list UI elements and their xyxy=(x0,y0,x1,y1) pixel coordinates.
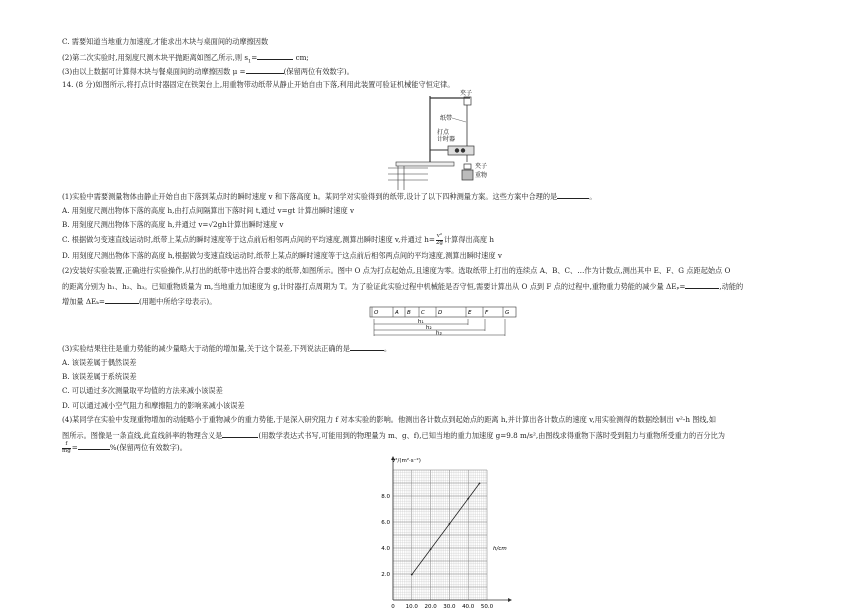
tape-point-d: D xyxy=(438,310,443,316)
tape-point-a: A xyxy=(395,310,399,316)
part1-question xyxy=(62,191,596,201)
part2-text: (2)第二次实验时,用刻度尺测木块平抛距离如图乙所示,则 s xyxy=(62,53,249,62)
data-point xyxy=(467,498,469,500)
part3-question-end: 。 xyxy=(383,344,392,353)
tape-point-b: B xyxy=(407,310,411,316)
part2-line-3-text: 增加量 ΔEₖ= xyxy=(62,297,105,306)
tape-point-c: C xyxy=(421,310,425,316)
part2-line-2-end: ,动能的 xyxy=(719,282,744,291)
x-tick-label: 50.0 xyxy=(480,604,494,610)
data-point xyxy=(430,548,432,550)
answer-blank xyxy=(257,52,293,60)
fraction-4-den: mg xyxy=(62,447,71,454)
option-b-text: B. 用刻度尺测出物体下落的高度 h,并通过 xyxy=(62,220,197,229)
option-3d: D. 可以通过减小空气阻力和摩擦阻力的影响来减小该误差 xyxy=(62,401,245,410)
h2-label: h₂ xyxy=(426,325,432,331)
tape-figure xyxy=(368,305,520,339)
weight-shape xyxy=(462,170,473,180)
timer-label-1: 打点 xyxy=(437,129,450,136)
part4-line-1: (4)某同学在实验中发现重物增加的动能略小于重物减少的重力势能,于是深入研究阻力 f 对本实验的影响。他测出各计数点到起始点的距离 h,并计算出各计数点的速度 v,用实验测得的数据绘制出 v²-h 图线,如 xyxy=(62,415,717,424)
fraction-4 xyxy=(62,442,71,454)
apparatus-figure xyxy=(378,88,488,192)
answer-blank xyxy=(222,430,258,438)
fraction-4-num: f xyxy=(62,442,71,449)
x-axis-label: h/cm xyxy=(493,546,507,552)
tape-point-g: G xyxy=(505,310,510,316)
part2-line xyxy=(62,52,309,66)
option-c-end: 计算得出高度 h xyxy=(443,235,494,244)
y-tick-label: 2.0 xyxy=(381,572,390,578)
fraction-4-eq: = xyxy=(71,443,78,452)
answer-blank xyxy=(557,191,589,199)
part2-line-3 xyxy=(62,296,216,306)
x-tick-label: 40.0 xyxy=(462,604,475,610)
answer-blank xyxy=(78,442,110,450)
clip-bottom-label: 夹子 xyxy=(475,163,488,170)
part4-line-2-end: (用数学表达式书写,可能用到的物理量为 m、g、f),已知当地的重力加速度 g=9.8 m/s²,由图线求得重物下落时受到阻力与重物所受重力的百分比为 xyxy=(258,431,725,440)
part3-end: (保留两位有效数字)。 xyxy=(283,67,354,76)
weight-label: 重物 xyxy=(475,172,488,179)
equals: = xyxy=(251,53,258,62)
part3-text: (3)由以上数据可计算得木块与餐桌面间的动摩擦因数 μ = xyxy=(62,67,246,76)
tape-point-o: O xyxy=(374,310,379,316)
part3-question-text: (3)实验结果往往是重力势能的减少量略大于动能的增加量,关于这个误差,下列说法正确的是 xyxy=(62,344,350,353)
tape-label: 纸带 xyxy=(440,115,453,122)
answer-blank xyxy=(685,281,719,289)
option-c-line: C. 需要知道当地重力加速度,才能求出木块与桌面间的动摩擦因数 xyxy=(62,37,269,46)
x-tick-label: 30.0 xyxy=(443,604,456,610)
fraction-c-den: 2g xyxy=(435,239,443,246)
option-b-end: 计算出瞬时速度 v xyxy=(226,220,284,229)
option-3b: B. 该误差属于系统误差 xyxy=(62,372,137,381)
option-3a: A. 该误差属于偶然误差 xyxy=(62,358,137,367)
x-tick-label: 20.0 xyxy=(424,604,437,610)
part3-question xyxy=(62,343,391,353)
question-14-stem: 14. (8 分)如图所示,将打点计时器固定在铁架台上,用重物带动纸带从静止开始自由下落,利用此装置可验证机械能守恒定律。 xyxy=(62,80,455,89)
y-tick-label: 4.0 xyxy=(381,546,390,552)
part2-line-3-end: (用题中所给字母表示)。 xyxy=(138,297,217,306)
h1-label: h₁ xyxy=(418,319,424,325)
fraction-c-num: v² xyxy=(436,233,443,239)
subscript: 1 xyxy=(248,58,252,65)
v2-h-chart xyxy=(360,454,520,610)
option-b xyxy=(62,220,284,229)
y-tick-label: 6.0 xyxy=(381,520,390,526)
fraction-c xyxy=(436,234,443,246)
option-c xyxy=(62,234,494,246)
tape-point-f: F xyxy=(485,310,489,316)
y-axis-label: v²/(m²·s⁻²) xyxy=(392,458,421,464)
x-tick-label: 10.0 xyxy=(405,604,418,610)
option-c-text: C. 根据做匀变速直线运动时,纸带上某点的瞬时速度等于这点前后相邻两点间的平均速度,测算出瞬时速度 v,并通过 h= xyxy=(62,235,435,244)
tape-point-e: E xyxy=(468,310,472,316)
answer-blank xyxy=(350,343,384,351)
clip-top-label: 夹子 xyxy=(460,90,473,97)
option-3c: C. 可以通过多次测量取平均值的方法来减小该误差 xyxy=(62,386,223,395)
part4-line-3 xyxy=(62,442,187,454)
part2-line-1: (2)安装好实验装置,正确进行实验操作,从打出的纸带中选出符合要求的纸带,如图所示。图中 O 点为打点起始点,且速度为零。选取纸带上打出的连续点 A、B、C、…作为计数点,测出其中 E、F、G 点距起始点 O xyxy=(62,266,731,275)
y-tick-label: 8.0 xyxy=(381,494,390,500)
answer-blank xyxy=(246,66,284,74)
part2-line-2-text: 的距离分别为 h₁、h₂、h₃。已知重物质量为 m,当地重力加速度为 g,计时器打点周期为 T。为了验证此实验过程中机械能是否守恒,需要计算出从 O 点到 F 点的过程中,重物重力势能的减少量 ΔEₚ= xyxy=(62,282,686,291)
answer-blank xyxy=(105,296,139,304)
option-a: A. 用刻度尺测出物体下落的高度 h,由打点间隔算出下落时间 t,通过 v=gt 计算出瞬时速度 v xyxy=(62,206,355,215)
data-point xyxy=(449,523,451,525)
h3-label: h₃ xyxy=(436,330,442,337)
x-tick-label: 0 xyxy=(391,604,395,610)
part2-line-2 xyxy=(62,281,743,291)
part1-text: (1)实验中需要测量物体由静止开始自由下落到某点时的瞬时速度 v 和下落高度 h。某同学对实验得到的纸带,设计了以下四种测量方案。这些方案中合理的是 xyxy=(62,192,558,201)
part1-end: 。 xyxy=(589,192,597,201)
data-point xyxy=(479,482,481,484)
part4-line-2-text: 图所示。图像是一条直线,此直线斜率的物理含义是 xyxy=(62,431,223,440)
part3-line xyxy=(62,66,354,76)
option-d: D. 用刻度尺测出物体下落的高度 h,根据做匀变速直线运动时,纸带上某点的瞬时速度等于这点前后相邻两点间的平均速度,测算出瞬时速度 v xyxy=(62,251,502,260)
part4-line-2 xyxy=(62,430,725,440)
timer-label-2: 计时器 xyxy=(437,136,456,143)
part4-line-3-end: %(保留两位有效数字)。 xyxy=(109,443,187,452)
formula-b: v=√2gh xyxy=(198,220,227,229)
unit-text: cm; xyxy=(295,53,309,62)
data-point xyxy=(411,574,413,576)
tape-strip xyxy=(370,307,516,317)
